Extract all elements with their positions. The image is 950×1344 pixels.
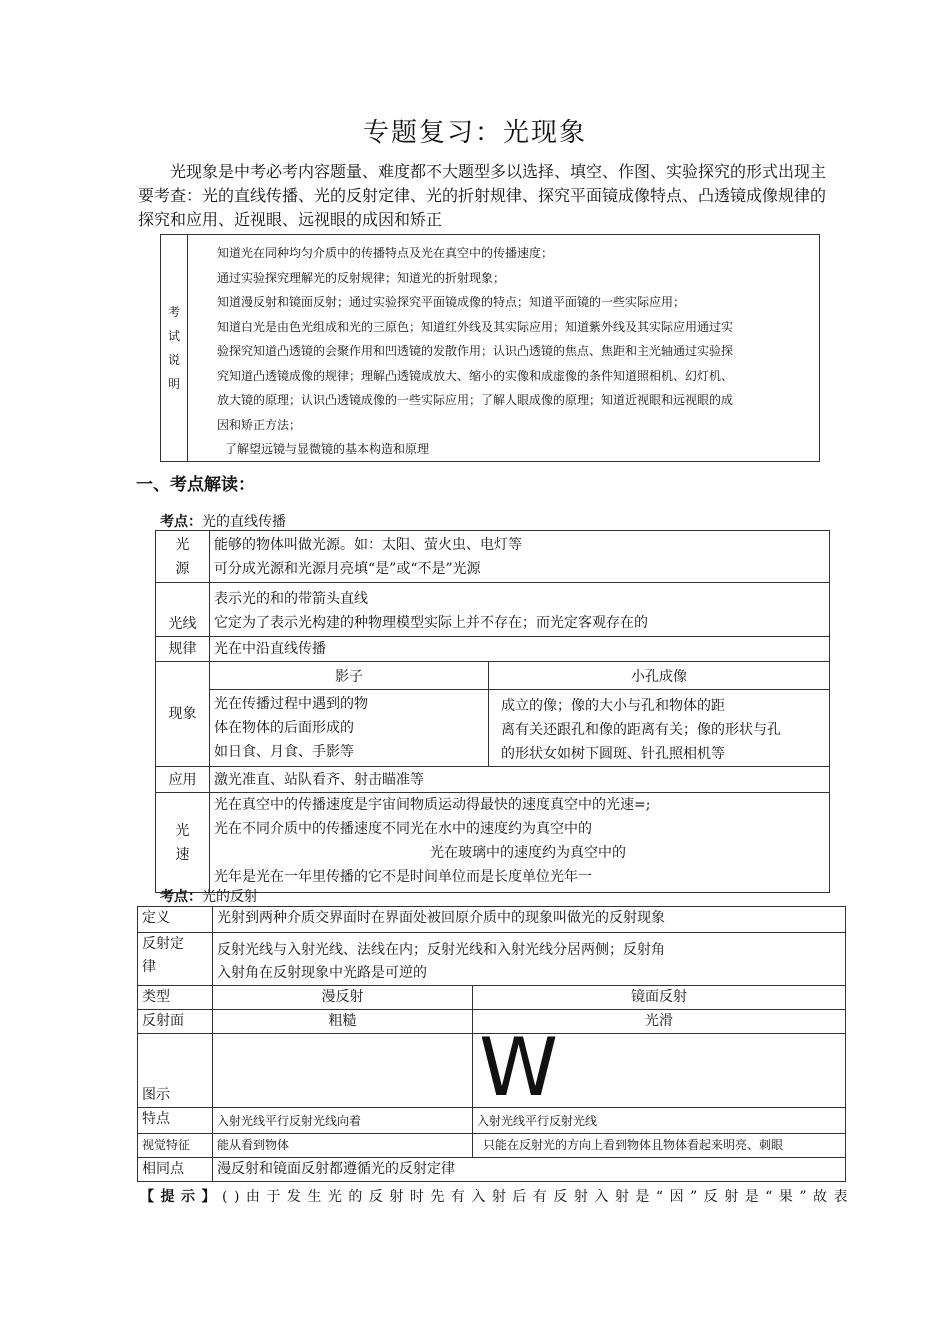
table-row xyxy=(156,690,830,767)
exam-body xyxy=(217,241,815,462)
shadow-header: 影子 xyxy=(210,662,489,690)
kaodian-name: 光的直线传播 xyxy=(202,514,286,530)
specular-surface: 光滑 xyxy=(473,1010,846,1034)
diffuse-surface: 粗糙 xyxy=(213,1010,473,1034)
exam-line: 因和矫正方法； xyxy=(217,417,302,432)
table-row xyxy=(156,793,830,893)
specular-reflection-figure: W xyxy=(479,1021,553,1114)
common-cell: 漫反射和镜面反射都遵循光的反射定律 xyxy=(213,1158,846,1182)
row-label-law: 反射定 律 xyxy=(138,933,213,986)
exam-label-char: 说 xyxy=(167,353,180,367)
hint-note xyxy=(140,1186,855,1206)
exam-label-char: 考 xyxy=(167,305,180,319)
row-label-application: 应用 xyxy=(156,767,210,793)
specular-type: 镜面反射 xyxy=(473,986,846,1010)
source-cell: 能够的物体叫做光源。如：太阳、萤火虫、电灯等 可分成光源和光源月亮填“是”或“不是”光源 xyxy=(210,531,830,583)
row-label-figure: 图示 xyxy=(138,1034,213,1108)
exam-box xyxy=(160,234,820,462)
law-cell: 光在中沿直线传播 xyxy=(210,637,830,662)
table-row xyxy=(138,907,846,933)
exam-line: 究知道凸透镜成像的规律；理解凸透镜成放大、缩小的实像和成虚像的条件知道照相机、幻灯机、 xyxy=(217,368,734,383)
table-row xyxy=(138,933,846,986)
exam-line: 验探究知道凸透镜的会聚作用和凹透镜的发散作用；认识凸透镜的焦点、焦距和主光轴通过实验探 xyxy=(217,344,734,358)
exam-line: 知道漫反射和镜面反射；通过实验探究平面镜成像的特点；知道平面镜的一些实际应用； xyxy=(217,295,686,309)
specular-feature: 入射光线平行反射光线 xyxy=(473,1108,846,1134)
straight-propagation-table xyxy=(155,530,830,893)
exam-label-char: 试 xyxy=(167,329,180,343)
definition-cell: 光射到两种介质交界面时在界面处被回原介质中的现象叫做光的反射现象 xyxy=(213,907,846,933)
exam-line: 知道白光是由色光组成和光的三原色；知道红外线及其实际应用；知道紫外线及其实际应用通过实 xyxy=(217,319,734,334)
hint-text: ()由于发生光的反射时先有入射后有反射入射是“因”反射是“果”故表 xyxy=(222,1189,855,1205)
ray-cell: 表示光的和的带箭头直线 它定为了表示光构建的种物理模型实际上并不存在；而光定客观存在的 xyxy=(210,583,830,637)
hint-label: 【提示】 xyxy=(140,1189,222,1205)
table-row xyxy=(138,1034,846,1108)
specular-visual: 只能在反射光的方向上看到物体且物体看起来明亮、刺眼 xyxy=(473,1134,846,1158)
law-cell: 反射光线与入射光线、法线在内；反射光线和入射光线分居两侧；反射角 入射角在反射现象中光路是可逆的 xyxy=(213,933,846,986)
exam-line: 放大镜的原理；认识凸透镜成像的一些实际应用；了解人眼成像的原理；知道近视眼和远视眼的成 xyxy=(217,393,734,407)
row-label-surface: 反射面 xyxy=(138,1010,213,1034)
exam-line: 了解望远镜与显微镜的基本构造和原理 xyxy=(225,442,430,456)
row-label-source: 光 源 xyxy=(156,531,210,583)
speed-cell: 光在真空中的传播速度是宇宙间物质运动得最快的速度真空中的光速=; 光在不同介质中的传播速度不同光在水中的速度约为真空中的 光在玻璃中的速度约为真空中的 光年是光在一年里传播的它不是时间单位而是长度单位光年一 xyxy=(210,793,830,893)
row-label-definition: 定义 xyxy=(138,907,213,933)
table-row xyxy=(156,531,830,583)
table-row xyxy=(138,1134,846,1158)
kaodian-prefix: 考点： xyxy=(160,889,202,905)
table-row xyxy=(156,662,830,690)
table-row xyxy=(156,767,830,793)
exam-line: 通过实验探究理解光的反射规律；知道光的折射现象； xyxy=(217,270,506,285)
exam-line: 知道光在同种均匀介质中的传播特点及光在真空中的传播速度； xyxy=(217,246,554,260)
table-row xyxy=(138,1158,846,1182)
pinhole-header: 小孔成像 xyxy=(489,662,830,690)
section-heading: 一、考点解读： xyxy=(136,475,255,495)
kaodian-heading-2 xyxy=(160,886,258,906)
row-label-visual: 视觉特征 xyxy=(138,1134,213,1158)
intro-text: 光现象是中考必考内容题量、难度都不大题型多以选择、填空、作图、实验探究的形式出现主要考查：光的直线传播、光的反射定律、光的折射规律、探究平面镜成像特点、凸透镜成像规律的探究和应用、近视眼、远视眼的成因和矫正 xyxy=(138,162,827,229)
reflection-table xyxy=(137,906,846,1182)
row-label-common: 相同点 xyxy=(138,1158,213,1182)
kaodian-name: 光的反射 xyxy=(202,889,258,905)
table-row xyxy=(156,583,830,637)
row-label-speed: 光 速 xyxy=(156,793,210,893)
exam-label-char: 明 xyxy=(167,377,180,391)
diffuse-feature: 入射光线平行反射光线向着 xyxy=(213,1108,473,1134)
row-label-phenomenon: 现象 xyxy=(156,662,210,767)
row-label-feature: 特点 xyxy=(138,1108,213,1134)
kaodian-prefix: 考点： xyxy=(160,514,202,530)
table-row xyxy=(138,986,846,1010)
pinhole-cell: 成立的像；像的大小与孔和物体的距 离有关还跟孔和像的距离有关；像的形状与孔 的形状女如树下圆斑、针孔照相机等 xyxy=(489,690,830,767)
diffuse-visual: 能从看到物体 xyxy=(213,1134,473,1158)
kaodian-heading-1 xyxy=(160,511,286,531)
page-title: 专题复习：光现象 xyxy=(362,118,587,148)
application-cell: 激光准直、站队看齐、射击瞄准等 xyxy=(210,767,830,793)
row-label-type: 类型 xyxy=(138,986,213,1010)
shadow-cell: 光在传播过程中遇到的物 体在物体的后面形成的 如日食、月食、手影等 xyxy=(210,690,489,767)
row-label-law: 规律 xyxy=(156,637,210,662)
intro-paragraph xyxy=(138,160,838,232)
row-label-ray: 光线 xyxy=(156,583,210,637)
diffuse-type: 漫反射 xyxy=(213,986,473,1010)
diffuse-figure-cell xyxy=(213,1034,473,1108)
table-row xyxy=(156,637,830,662)
exam-label xyxy=(161,235,188,461)
